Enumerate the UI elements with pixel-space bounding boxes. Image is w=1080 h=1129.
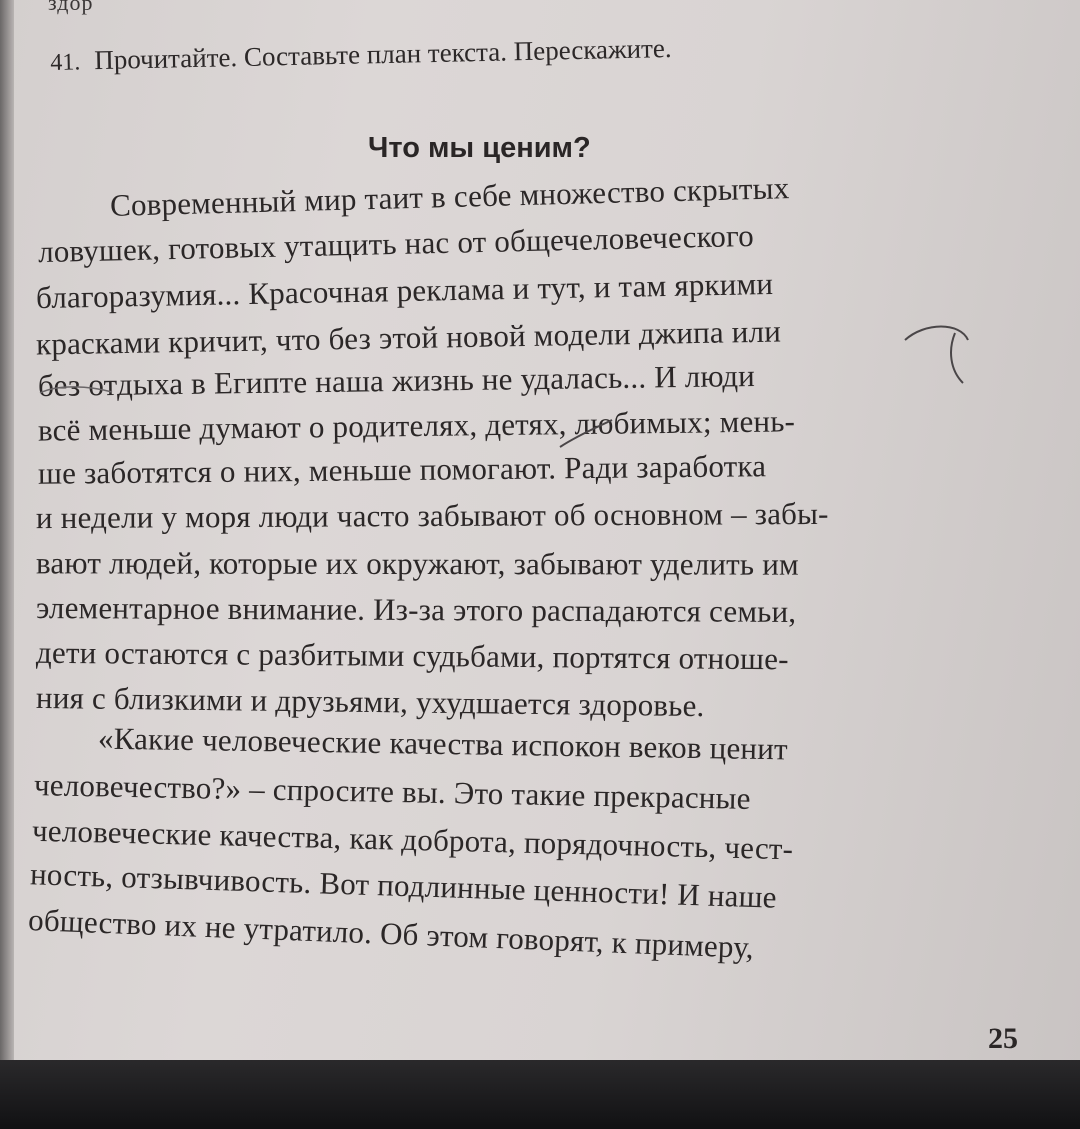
text-title: Что мы ценим? [368,132,591,164]
text-line-15: человеческие качества, как доброта, порядочность, чест- [31,812,794,867]
task-instruction [50,25,1030,77]
text-line-10: элементарное внимание. Из-за этого распадаются семьи, [35,590,797,629]
text-line-7: ше заботятся о них, меньше помогают. Ради заработка [37,448,767,491]
task-text: Прочитайте. Составьте план текста. Перескажите. [93,32,672,76]
text-line-9: вают людей, которые их окружают, забывают уделить им [35,545,799,582]
text-line-4: красками кричит, что без этой новой модели джипа или [35,313,782,362]
text-line-12: ния с близкими и друзьями, ухудшается здоровье. [35,679,705,724]
background-surface [0,1060,1080,1129]
task-number: 41. [50,49,81,76]
text-line-14: человечество?» – спросите вы. Это такие прекрасные [33,767,751,816]
text-line-13: «Какие человеческие качества испокон веков ценит [97,720,789,767]
text-line-3: благоразумия... Красочная реклама и тут, и там яркими [35,265,774,316]
page-edge [0,0,14,1080]
text-line-8: и недели у моря люди часто забывают об основном – забы- [35,495,829,536]
cut-off-heading: здор [48,0,94,15]
page-number: 25 [988,1022,1018,1055]
text-line-11: дети остаются с разбитыми судьбами, портятся отноше- [35,634,789,677]
text-line-1: Современный мир таит в себе множество скрытых [109,170,790,223]
text-line-2: ловушек, готовых утащить нас от общечеловеческого [37,217,755,270]
text-line-16: ность, отзывчивость. Вот подлинные ценности! И наше [29,856,778,915]
text-line-5: без отдыха в Египте наша жизнь не удалась... И люди [37,357,756,404]
text-line-17: общество их не утратило. Об этом говорят, к примеру, [27,902,755,965]
text-line-6: всё меньше думают о родителях, детях, любимых; мень- [37,403,796,448]
